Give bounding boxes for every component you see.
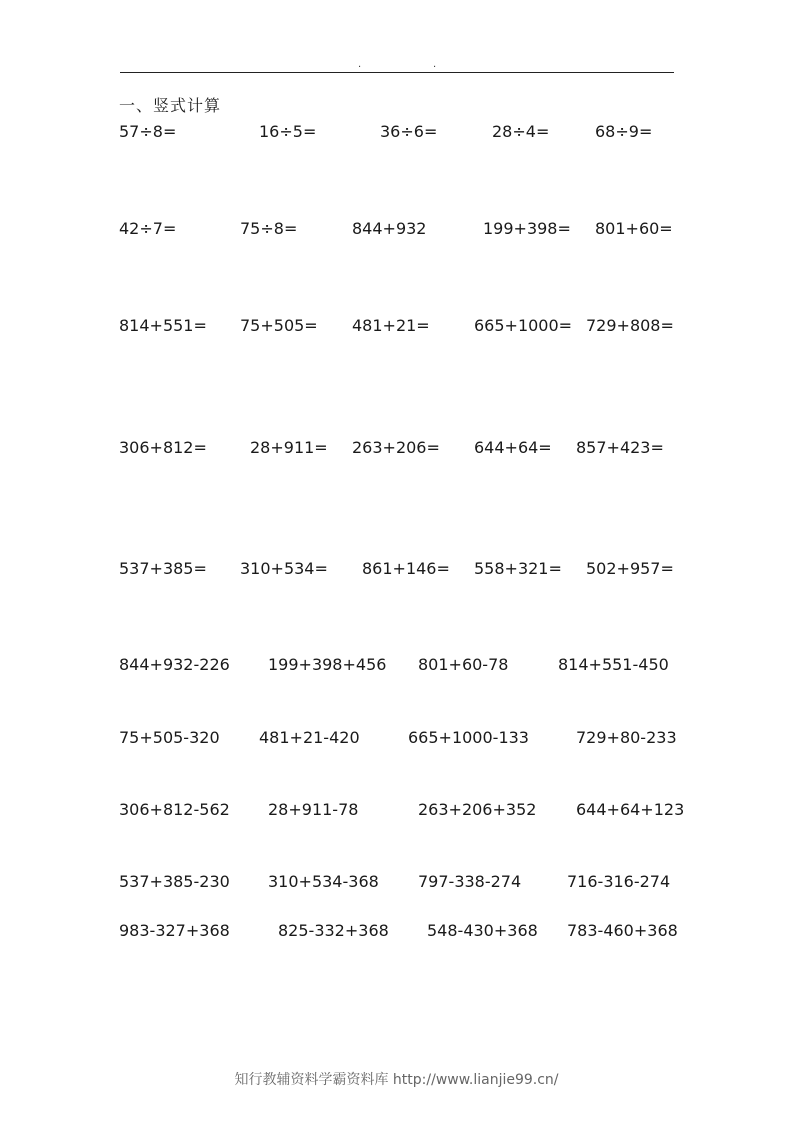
problem-item: 57÷8= [119, 122, 177, 141]
problem-item: 28÷4= [492, 122, 550, 141]
problem-item: 644+64= [474, 438, 552, 457]
problem-item: 310+534-368 [268, 872, 379, 891]
problem-item: 801+60-78 [418, 655, 509, 674]
problem-item: 844+932 [352, 219, 427, 238]
problem-item: 36÷6= [380, 122, 438, 141]
problem-row [0, 799, 793, 821]
problem-item: 28+911-78 [268, 800, 359, 819]
problem-item: 665+1000= [474, 316, 573, 335]
problem-item: 481+21= [352, 316, 430, 335]
problem-item: 28+911= [250, 438, 328, 457]
problem-item: 665+1000-133 [408, 728, 529, 747]
problem-item: 729+80-233 [576, 728, 677, 747]
problem-item: 306+812-562 [119, 800, 230, 819]
problem-item: 814+551= [119, 316, 207, 335]
problem-item: 558+321= [474, 559, 562, 578]
problem-item: 75÷8= [240, 219, 298, 238]
problem-item: 801+60= [595, 219, 673, 238]
problem-item: 716-316-274 [567, 872, 671, 891]
problem-item: 857+423= [576, 438, 664, 457]
problem-row [0, 727, 793, 749]
problem-item: 783-460+368 [567, 921, 678, 940]
problem-item: 861+146= [362, 559, 450, 578]
problem-item: 310+534= [240, 559, 328, 578]
problem-item: 75+505-320 [119, 728, 220, 747]
problem-item: 68÷9= [595, 122, 653, 141]
problem-row [0, 558, 793, 580]
problem-item: 644+64+123 [576, 800, 685, 819]
problem-item: 42÷7= [119, 219, 177, 238]
problem-item: 825-332+368 [278, 921, 389, 940]
footer-watermark: 知行教辅资料学霸资料库 http://www.lianjie99.cn/ [234, 1072, 559, 1088]
problem-item: 797-338-274 [418, 872, 522, 891]
problem-row [0, 121, 793, 143]
problem-item: 75+505= [240, 316, 318, 335]
problem-item: 306+812= [119, 438, 207, 457]
problem-item: 502+957= [586, 559, 674, 578]
problem-row [0, 218, 793, 240]
section-title: 一、竖式计算 [119, 96, 222, 115]
problem-item: 844+932-226 [119, 655, 230, 674]
problem-item: 537+385= [119, 559, 207, 578]
header-dots [0, 60, 793, 70]
problem-item: 481+21-420 [259, 728, 360, 747]
problem-item: 199+398= [483, 219, 571, 238]
problem-item: 263+206= [352, 438, 440, 457]
problem-row [0, 315, 793, 337]
header-dot: . [358, 59, 362, 70]
problem-item: 263+206+352 [418, 800, 537, 819]
header-rule [120, 72, 674, 73]
problem-row [0, 871, 793, 893]
problem-item: 548-430+368 [427, 921, 538, 940]
header-dot: . [433, 59, 437, 70]
problem-row [0, 437, 793, 459]
problem-item: 814+551-450 [558, 655, 669, 674]
problem-item: 199+398+456 [268, 655, 387, 674]
problem-item: 16÷5= [259, 122, 317, 141]
problem-item: 729+808= [586, 316, 674, 335]
problem-item: 983-327+368 [119, 921, 230, 940]
problem-row [0, 654, 793, 676]
problem-item: 537+385-230 [119, 872, 230, 891]
problem-row [0, 920, 793, 942]
